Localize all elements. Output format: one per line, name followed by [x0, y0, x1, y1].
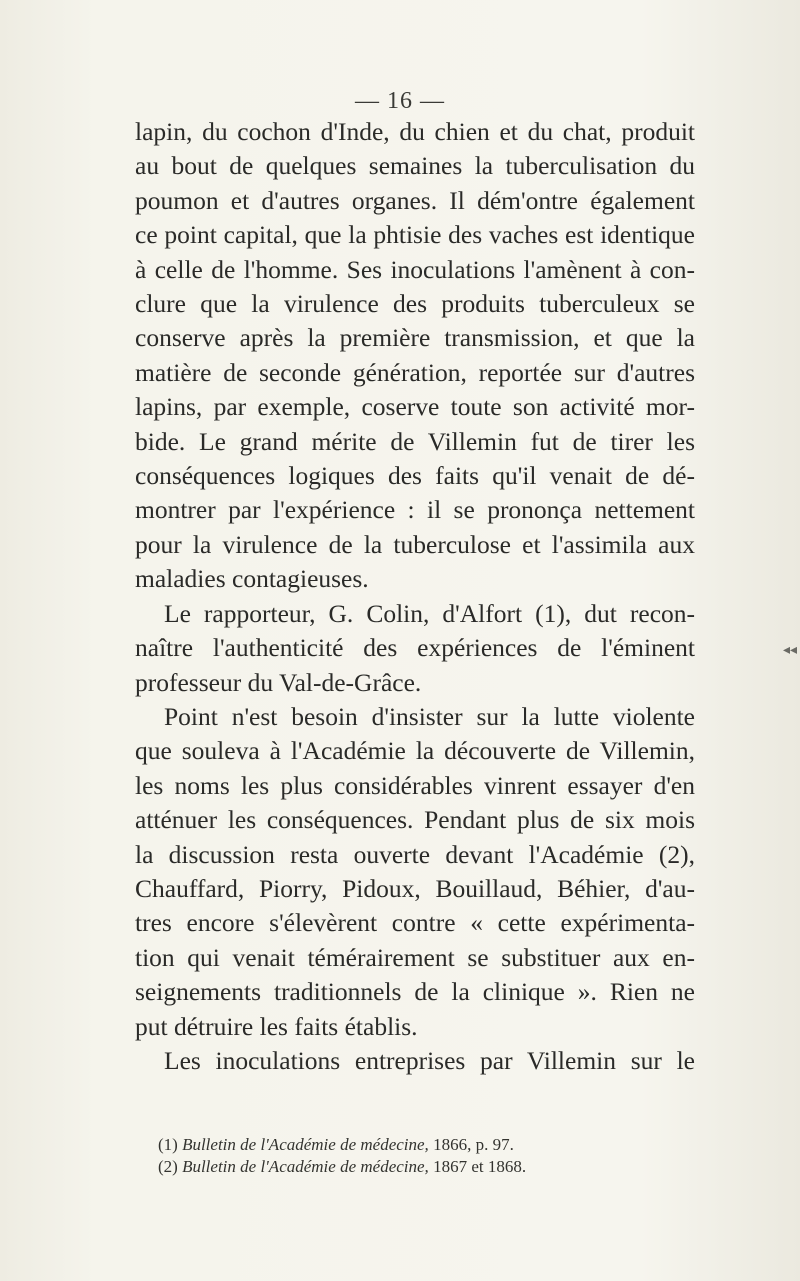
footnote-marker: (1) [158, 1135, 178, 1154]
text-line: à celle de l'homme. Ses inoculations l'amènent à con- [135, 254, 695, 284]
footnote-detail: 1867 et 1868. [433, 1157, 527, 1176]
text-line: au bout de quelques semaines la tuberculisation du [135, 151, 695, 181]
footnote-title: Bulletin de l'Académie de médecine, [182, 1135, 429, 1154]
text-line: ce point capital, que la phtisie des vaches est identique [135, 220, 695, 250]
text-line: bide. Le grand mérite de Villemin fut de tirer les [135, 426, 695, 456]
footnotes [158, 1134, 718, 1178]
text-line: put détruire les faits établis. [135, 1011, 418, 1041]
text-line: seignements traditionnels de la clinique ». Rien ne [135, 977, 695, 1007]
text-line: atténuer les conséquences. Pendant plus de six mois [135, 805, 695, 835]
text-line: matière de seconde génération, reportée sur d'autres [135, 357, 695, 387]
text-line: les noms les plus considérables vinrent essayer d'en [135, 770, 695, 800]
text-line: que souleva à l'Académie la découverte de Villemin, [135, 736, 695, 766]
text-line: conséquences logiques des faits qu'il venait de dé- [135, 461, 695, 491]
body-text [135, 115, 695, 1078]
text-line: naître l'authenticité des expériences de l'éminent [135, 633, 695, 663]
text-line: tion qui venait témérairement se substituer aux en- [135, 942, 695, 972]
text-line: Point n'est besoin d'insister sur la lutte violente [164, 701, 695, 731]
text-line: conserve après la première transmission, et que la [135, 323, 695, 353]
text-line: Chauffard, Piorry, Pidoux, Bouillaud, Béhier, d'au- [135, 873, 695, 903]
text-line: Le rapporteur, G. Colin, d'Alfort (1), dut recon- [164, 598, 695, 628]
footnote [158, 1156, 718, 1178]
footnote-title: Bulletin de l'Académie de médecine, [182, 1157, 429, 1176]
text-line: maladies contagieuses. [135, 564, 369, 594]
text-line: tres encore s'élevèrent contre « cette expérimenta- [135, 908, 695, 938]
text-line: Les inoculations entreprises par Villemin sur le [164, 1045, 695, 1075]
footnote [158, 1134, 718, 1156]
text-line: pour la virulence de la tuberculose et l'assimila aux [135, 529, 695, 559]
text-line: la discussion resta ouverte devant l'Académie (2), [135, 839, 695, 869]
text-line: poumon et d'autres organes. Il dém'ontre également [135, 185, 695, 215]
text-line: clure que la virulence des produits tuberculeux se [135, 289, 695, 319]
page-number: — 16 — [355, 88, 445, 114]
footnote-detail: 1866, p. 97. [433, 1135, 514, 1154]
margin-arrow-marks: ◂◂ [783, 642, 798, 658]
text-line: professeur du Val-de-Grâce. [135, 667, 422, 697]
text-line: montrer par l'expérience : il se prononça nettement [135, 495, 695, 525]
text-line: lapins, par exemple, coserve toute son activité mor- [135, 392, 695, 422]
footnote-marker: (2) [158, 1157, 178, 1176]
text-line: lapin, du cochon d'Inde, du chien et du chat, produit [135, 117, 695, 146]
